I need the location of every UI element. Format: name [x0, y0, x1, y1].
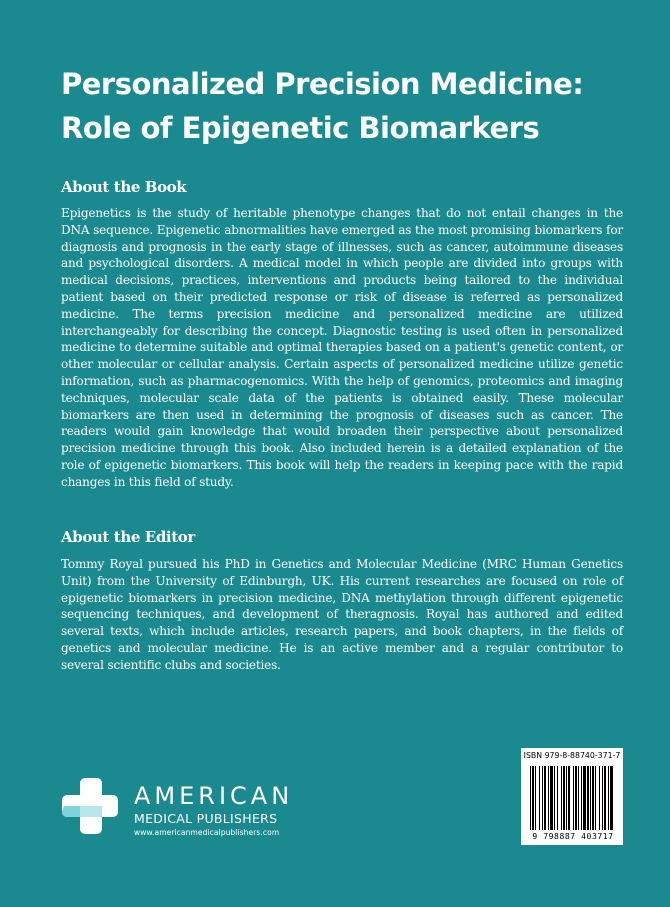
barcode-bar	[535, 766, 536, 830]
book-title-line-2: Role of Epigenetic Biomarkers	[61, 111, 540, 145]
barcode-bar	[604, 766, 606, 830]
barcode-bar	[602, 766, 603, 830]
barcode-bar	[554, 766, 555, 830]
book-title	[61, 62, 641, 150]
barcode-bar	[608, 766, 609, 830]
barcode-bar	[592, 766, 594, 830]
medical-cross-icon	[60, 776, 120, 836]
barcode-bar	[532, 766, 534, 830]
barcode-bar	[544, 766, 546, 830]
about-editor-heading: About the Editor	[61, 528, 195, 546]
barcode-bar	[590, 766, 591, 830]
publisher-subtitle: MEDICAL PUBLISHERS	[134, 811, 278, 826]
barcode-bar	[599, 766, 600, 830]
barcode-digits: 9 798887 403717	[532, 832, 614, 841]
publisher-name: AMERICAN	[134, 782, 294, 810]
about-editor-text: Tommy Royal pursued his PhD in Genetics and Molecular Medicine (MRC Human Genetics Unit) from the University of Edinburgh, UK. His current researches are focused on role of epigenetic biomarkers in precision medicine, DNA methylation through different epigenetic sequencing techniques, and development of theragnosis. Royal has authored and edited several texts, which include articles, research papers, and book chapters, in the fields of genetics and molecular medicine. He is an active member and a regular contributor to several scientific clubs and societies.	[61, 557, 623, 672]
barcode-bar	[595, 766, 596, 830]
barcode-bar	[530, 766, 531, 830]
barcode-bar	[550, 766, 553, 830]
barcode-bar	[610, 766, 613, 830]
barcode-bar	[575, 766, 577, 830]
publisher-url: www.americanmedicalpublishers.com	[134, 828, 280, 837]
barcode-bar	[561, 766, 562, 830]
barcode-bar	[578, 766, 579, 830]
barcode-bar	[539, 766, 540, 830]
barcode-bar	[542, 766, 543, 830]
barcode	[528, 766, 616, 831]
barcode-bar	[573, 766, 574, 830]
barcode-bar	[587, 766, 589, 830]
barcode-bar	[566, 766, 567, 830]
barcode-bar	[548, 766, 549, 830]
about-book-heading: About the Book	[61, 178, 187, 196]
barcode-bar	[568, 766, 570, 830]
isbn-barcode-box	[521, 748, 623, 845]
isbn-label: ISBN 979-8-88740-371-7	[523, 751, 621, 760]
publisher-logo	[60, 774, 320, 844]
barcode-bar	[557, 766, 558, 830]
about-book-text: Epigenetics is the study of heritable phenotype changes that do not entail changes in the DNA sequence. Epigenetic abnormalities have emerged as the most promising biomarkers for diagnosis and prognosis in the early stage of illnesses, such as cancer, autoimmune diseases and psychological disorders. A medical model in which people are divided into groups with medical decisions, practices, interventions and products being tailored to the individual patient based on their predicted response or risk of disease is referred as personalized medicine. The terms precision medicine and personalized medicine are utilized interchangeably for describing the concept. Diagnostic testing is used often in personalized medicine to determine suitable and optimal therapies based on a patient's genetic content, or other molecular or cellular analysis. Certain aspects of personalized medicine utilize genetic information, such as pharmacogenomics. With the help of genomics, proteomics and imaging techniques, molecular scale data of the patients is obtained easily. These molecular biomarkers are then used in determining the prognosis of diseases such as cancer. The readers would gain knowledge that would broaden their perspective about personalized precision medicine through this book. Also included herein is a detailed explanation of the role of epigenetic biomarkers. This book will help the readers in keeping pace with the rapid changes in this field of study.	[61, 206, 623, 489]
book-title-line-1: Personalized Precision Medicine:	[61, 67, 584, 101]
barcode-bar	[563, 766, 565, 830]
barcode-bar	[583, 766, 586, 830]
barcode-bar	[581, 766, 582, 830]
